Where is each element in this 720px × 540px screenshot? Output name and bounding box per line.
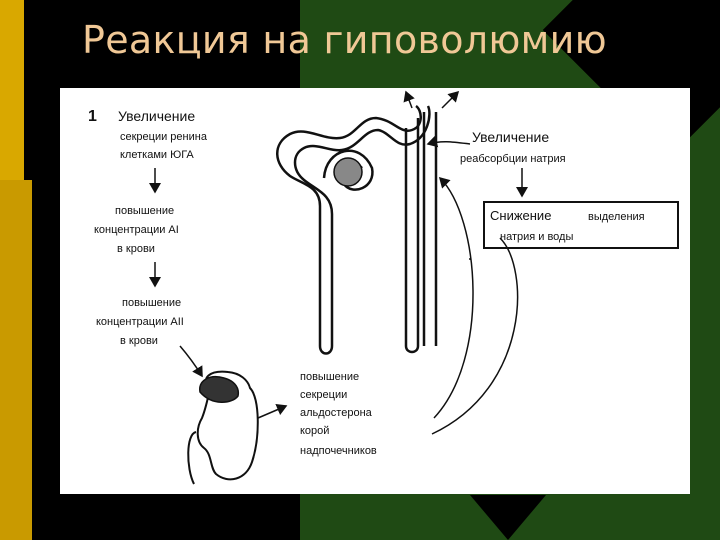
aldosterone-line4: корой [300,425,330,437]
arrow-reabsorption [428,142,470,144]
aldosterone-line3: альдостерона [300,407,372,419]
excretion-word2: выделения [588,211,645,223]
ai-line1: повышение [115,205,175,217]
nephron-diagram [60,88,690,494]
aldosterone-line1: повышение [300,371,360,383]
step-number: 1 [88,108,97,125]
aldosterone-line5: надпочечников [300,445,377,457]
excretion-line2: натрия и воды [500,231,574,243]
diagram-panel [60,88,690,494]
aii-line1: повышение [122,297,182,309]
background-gold-bar-lower [0,180,32,540]
renin-line3: клетками ЮГА [120,149,194,161]
nephron-tubule-icon [277,106,436,354]
arrow-aii-to-adrenal [180,346,202,376]
background-bottom-triangle [470,495,546,540]
arrow-tubule-up [406,92,412,108]
arrow-adrenal-to-aldosterone [258,406,286,418]
aii-line3: в крови [120,335,158,347]
ai-line2: концентрации AI [94,224,179,236]
ai-line3: в крови [117,243,155,255]
excretion-word1: Снижение [490,208,552,223]
renin-title: Увеличение [118,108,196,124]
renin-line2: секреции ренина [120,131,207,143]
reabsorption-title: Увеличение [472,129,550,145]
arrow-aldosterone-to-tubule [434,178,473,418]
kidney-adrenal-icon [188,372,258,484]
glomerulus-icon [334,158,362,186]
arrow-collecting-up [442,92,458,108]
aii-line2: концентрации AII [96,316,184,328]
reabsorption-line2: реабсорбции натрия [460,153,566,165]
slide-title: Реакция на гиповолюмию [82,18,607,62]
aldosterone-line2: секреции [300,389,348,401]
